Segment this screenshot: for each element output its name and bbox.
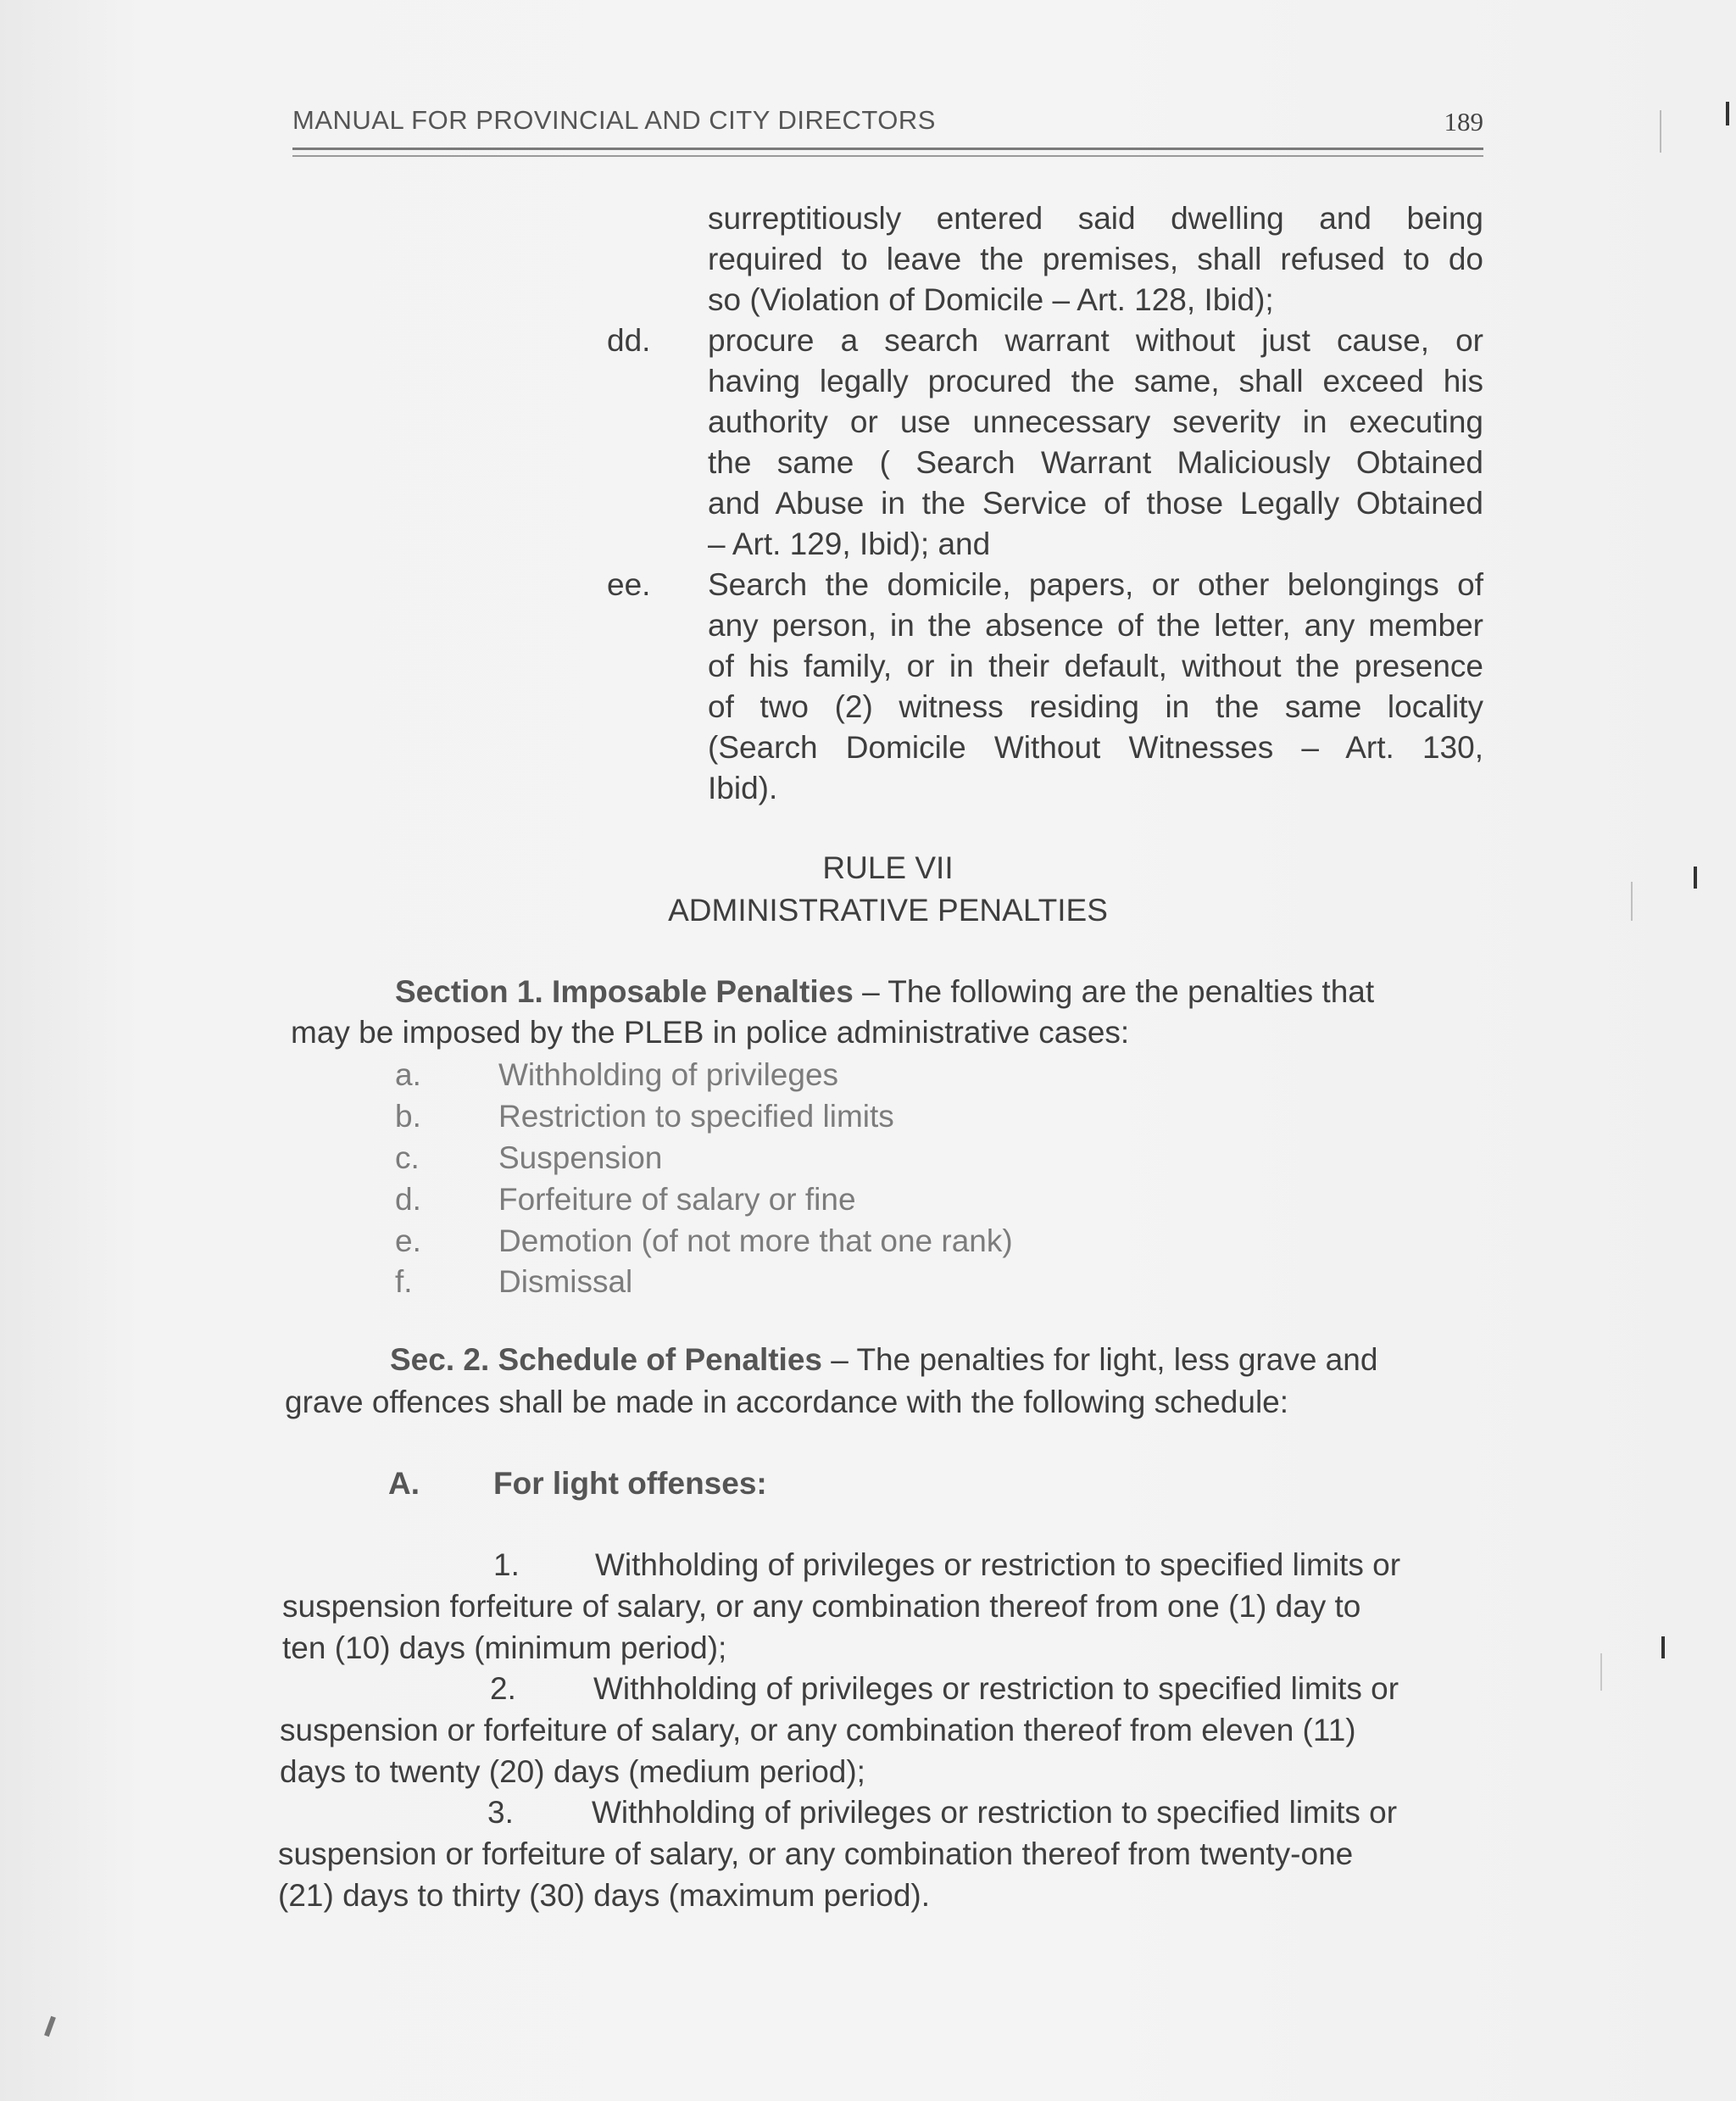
item-ee-line: any person, in the absence of the letter, any member — [708, 608, 1483, 643]
rule-title: ADMINISTRATIVE PENALTIES — [668, 893, 1108, 928]
offense-line: suspension forfeiture of salary, or any combination thereof from one (1) day to — [282, 1589, 1361, 1624]
running-header — [292, 100, 1483, 137]
item-ee-line: (Search Domicile Without Witnesses – Art. 130, — [708, 730, 1483, 765]
item-marker-ee: ee. — [607, 567, 651, 602]
penalty-item: Restriction to specified limits — [498, 1099, 894, 1134]
item-dd-line: having legally procured the same, shall exceed his — [708, 364, 1483, 398]
offense-first-line: Withholding of privileges or restriction to specified limits or — [595, 1547, 1401, 1582]
section1-heading: Section 1. Imposable Penalties — [395, 974, 854, 1009]
section2-line2: grave offences shall be made in accordance with the following schedule: — [285, 1385, 1289, 1419]
scan-mark — [1660, 110, 1661, 153]
continuation-line: surreptitiously entered said dwelling and being — [708, 201, 1483, 236]
section1-first-line — [395, 972, 1374, 1012]
item-ee-line: Ibid). — [708, 771, 778, 805]
penalty-marker: d. — [395, 1182, 421, 1217]
section2-intro: – The penalties for light, less grave and — [821, 1342, 1378, 1377]
penalty-marker: b. — [395, 1099, 421, 1134]
penalty-item: Demotion (of not more that one rank) — [498, 1223, 1013, 1258]
offense-line: ten (10) days (minimum period); — [282, 1630, 727, 1665]
item-dd-line: the same ( Search Warrant Maliciously Obtained — [708, 445, 1483, 480]
subsection-title: For light offenses: — [493, 1466, 767, 1501]
item-marker-dd: dd. — [607, 323, 651, 358]
item-ee-line: Search the domicile, papers, or other belongings of — [708, 567, 1483, 602]
penalty-item: Withholding of privileges — [498, 1057, 839, 1092]
continuation-line: so (Violation of Domicile – Art. 128, Ibid); — [708, 282, 1274, 317]
header-rule — [292, 148, 1483, 150]
offense-line: suspension or forfeiture of salary, or any combination thereof from eleven (11) — [280, 1713, 1356, 1747]
scan-mark — [1726, 102, 1729, 125]
item-dd-line: authority or use unnecessary severity in executing — [708, 404, 1483, 439]
section1-intro: – The following are the penalties that — [853, 974, 1375, 1009]
penalty-marker: e. — [395, 1223, 421, 1258]
item-ee-line: of his family, or in their default, without the presence — [708, 649, 1483, 683]
subsection-marker: A. — [388, 1466, 420, 1501]
scan-mark — [1694, 867, 1697, 889]
penalty-marker: f. — [395, 1264, 413, 1299]
section1-intro-line2: may be imposed by the PLEB in police administrative cases: — [291, 1015, 1130, 1050]
offense-first-line: Withholding of privileges or restriction to specified limits or — [593, 1671, 1399, 1706]
offense-line: suspension or forfeiture of salary, or any combination thereof from twenty-one — [278, 1836, 1354, 1871]
page-number: 189 — [1444, 107, 1483, 137]
section2-first-line — [390, 1340, 1377, 1380]
offense-line: days to twenty (20) days (medium period); — [280, 1754, 865, 1789]
header-rule-secondary — [292, 155, 1483, 157]
penalty-item: Dismissal — [498, 1264, 633, 1299]
scan-mark — [1661, 1636, 1665, 1658]
rule-number: RULE VII — [822, 850, 954, 885]
header-title: MANUAL FOR PROVINCIAL AND CITY DIRECTORS — [292, 105, 936, 135]
item-dd-line: – Art. 129, Ibid); and — [708, 527, 991, 561]
offense-number: 3. — [487, 1795, 514, 1830]
scan-mark — [1631, 882, 1633, 921]
continuation-line: required to leave the premises, shall refused to do — [708, 242, 1483, 276]
penalty-marker: a. — [395, 1057, 421, 1092]
penalty-item: Forfeiture of salary or fine — [498, 1182, 856, 1217]
item-ee-line: of two (2) witness residing in the same locality — [708, 689, 1483, 724]
offense-first-line: Withholding of privileges or restriction to specified limits or — [592, 1795, 1398, 1830]
offense-line: (21) days to thirty (30) days (maximum period). — [278, 1878, 931, 1913]
scan-mark — [1600, 1653, 1602, 1691]
item-dd-line: procure a search warrant without just cause, or — [708, 323, 1483, 358]
scan-mark — [44, 2016, 56, 2037]
offense-number: 2. — [490, 1671, 516, 1706]
item-dd-line: and Abuse in the Service of those Legally Obtained — [708, 486, 1483, 521]
offense-number: 1. — [493, 1547, 520, 1582]
penalty-item: Suspension — [498, 1140, 663, 1175]
penalty-marker: c. — [395, 1140, 420, 1175]
section2-heading: Sec. 2. Schedule of Penalties — [390, 1342, 822, 1377]
